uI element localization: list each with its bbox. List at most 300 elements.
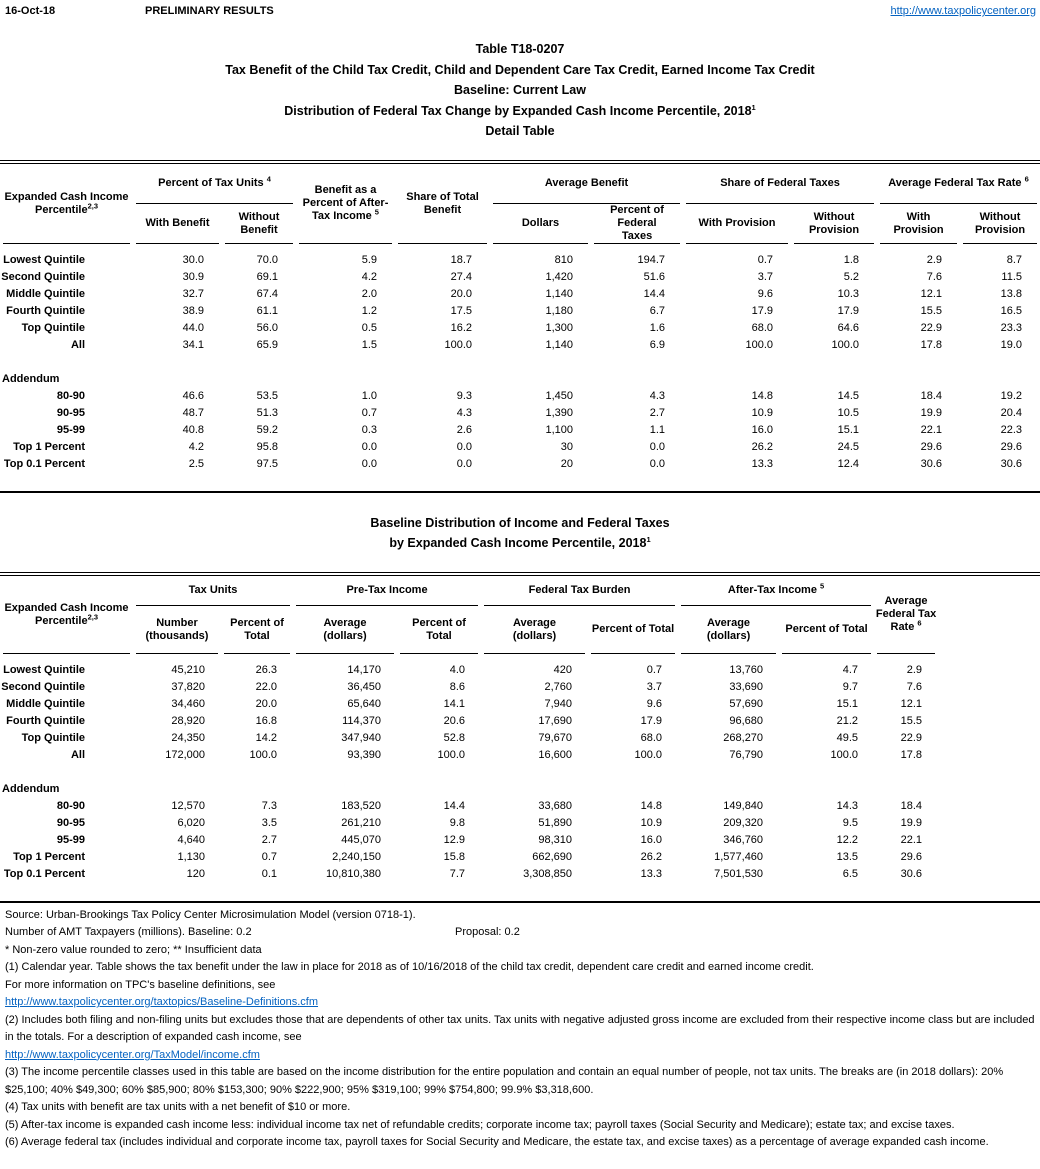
cell-value: 28,920 (171, 714, 205, 727)
cell-value: 1,140 (545, 338, 573, 351)
cell-value: 13.5 (836, 850, 859, 863)
cell-value: 22.9 (900, 731, 923, 744)
col-header-number-thousands: Number (thousands) (133, 606, 221, 654)
cell-value: 22.9 (920, 321, 942, 334)
cell-value: 13.3 (751, 457, 773, 470)
cell-value: 10.5 (837, 406, 859, 419)
table-row (0, 244, 1040, 269)
cell-value: 14,170 (347, 663, 382, 676)
baseline-table-title (0, 513, 1040, 554)
cell-value: 67.4 (256, 287, 278, 300)
footnote-line: (4) Tax units with benefit are tax units with a net benefit of $10 or more. (5, 1101, 351, 1113)
table-row (0, 439, 1040, 456)
cell-value: 3,308,850 (523, 867, 573, 880)
cell-value: 0.1 (261, 867, 278, 880)
cell-value: 8.6 (449, 680, 466, 693)
col-header-benefit-percent-after-tax-income: Benefit as a Percent of After-Tax Income $^5$ (296, 162, 395, 244)
table-title: Tax Benefit of the Child Tax Credit, Child and Dependent Care Tax Credit, Earned Income Tax Credit (225, 62, 815, 77)
cell-value: 100.0 (249, 748, 278, 761)
cell-value: 114,370 (342, 714, 382, 727)
col-header-with-provision-rate: With Provision (877, 204, 960, 244)
cell-value: 194.7 (637, 253, 665, 266)
table-row (0, 730, 1040, 747)
cell-value: 59.2 (256, 423, 278, 436)
row-label: 95-99 (56, 423, 85, 436)
col-header-percent-of-federal-taxes: Percent of Federal Taxes (591, 204, 683, 244)
cell-value: 4.0 (449, 663, 466, 676)
row-label: All (70, 338, 85, 351)
cell-value: 15.8 (443, 850, 466, 863)
row-label: 95-99 (56, 833, 85, 846)
table-row (0, 303, 1040, 320)
section-label: Addendum (2, 782, 60, 795)
cell-value: 4.2 (361, 270, 377, 283)
cell-value: 1,130 (177, 850, 205, 863)
filler-cell (938, 849, 1040, 866)
col-header-percent-of-total-4: Percent of Total (779, 606, 874, 654)
cell-value: 12.9 (443, 833, 466, 846)
table-row (0, 405, 1040, 422)
col-header-average-dollars-3: Average (dollars) (678, 606, 779, 654)
cell-value: 16,600 (538, 748, 573, 761)
cell-value: 10.9 (640, 816, 663, 829)
cell-value: 0.0 (456, 440, 472, 453)
cell-value: 52.8 (443, 731, 466, 744)
cell-value: 26.3 (255, 663, 278, 676)
cell-value: 51.3 (256, 406, 278, 419)
cell-value: 5.9 (361, 253, 377, 266)
cell-value: 9.6 (646, 697, 663, 710)
row-label: 80-90 (56, 799, 85, 812)
detail-table-label: Detail Table (485, 124, 555, 138)
title-block (0, 39, 1040, 142)
col-header-with-provision: With Provision (683, 204, 791, 244)
taxpolicycenter-link[interactable]: http://www.taxpolicycenter.org (890, 5, 1036, 17)
cell-value: 1,390 (545, 406, 573, 419)
cell-value: 26.2 (751, 440, 773, 453)
cell-value: 346,760 (723, 833, 764, 846)
cell-value: 1.5 (361, 338, 377, 351)
cell-value: 34,460 (171, 697, 205, 710)
cell-value: 4.3 (649, 389, 665, 402)
cell-value: 64.6 (837, 321, 859, 334)
cell-value: 4.3 (456, 406, 472, 419)
cell-value: 2,240,150 (332, 850, 382, 863)
filler-cell (938, 696, 1040, 713)
cell-value: 17.5 (450, 304, 472, 317)
cell-value: 3.7 (646, 680, 663, 693)
cell-value: 45,210 (171, 663, 205, 676)
footnote-line: Source: Urban-Brookings Tax Policy Center Microsimulation Model (version 0718-1). (5, 908, 416, 921)
footnote-ref: 1 (646, 534, 651, 544)
row-label: Second Quintile (1, 680, 85, 693)
amt-proposal-value: Proposal: 0.2 (455, 926, 520, 938)
row-label: Top Quintile (21, 731, 85, 744)
row-label: Fourth Quintile (6, 714, 85, 727)
table-row (0, 654, 1040, 679)
col-header-income-percentile: Expanded Cash Income Percentile$^{2,3}$ (0, 574, 133, 654)
cell-value: 1.1 (649, 423, 665, 436)
footnote-line (5, 1047, 1035, 1065)
cell-value: 16.2 (450, 321, 472, 334)
col-header-average-dollars-1: Average (dollars) (293, 606, 397, 654)
cell-value: 14.8 (751, 389, 773, 402)
cell-value: 97.5 (256, 457, 278, 470)
cell-value: 100.0 (634, 748, 663, 761)
cell-value: 12,570 (171, 799, 205, 812)
cell-value: 17.9 (640, 714, 663, 727)
cell-value: 12.2 (836, 833, 859, 846)
filler-cell (938, 679, 1040, 696)
cell-value: 20 (560, 457, 573, 470)
table-row (0, 866, 1040, 902)
cell-value: 18.7 (450, 253, 472, 266)
footnote-link[interactable]: http://www.taxpolicycenter.org/TaxModel/income.cfm (5, 1048, 260, 1061)
footnote-line: (2) Includes both filing and non-filing units but excludes those that are dependents of other tax units. Tax units with negative adjusted gross income are excluded from their respective income class but are included in the totals. For a description of expanded cash income, see (5, 1013, 1035, 1043)
cell-value: 29.6 (920, 440, 942, 453)
cell-value: 30 (560, 440, 573, 453)
cell-value: 30.6 (900, 867, 923, 880)
cell-value: 30.6 (1000, 457, 1022, 470)
baseline-line: Baseline: Current Law (454, 83, 586, 97)
cell-value: 14.1 (443, 697, 466, 710)
cell-value: 32.7 (182, 287, 204, 300)
cell-value: 120 (186, 867, 205, 880)
cell-value: 53.5 (256, 389, 278, 402)
filler-cell (938, 713, 1040, 730)
cell-value: 30.0 (182, 253, 204, 266)
cell-value: 8.7 (1006, 253, 1022, 266)
cell-value: 65,640 (347, 697, 382, 710)
cell-value: 0.5 (361, 321, 377, 334)
cell-value: 37,820 (171, 680, 205, 693)
row-label: Lowest Quintile (3, 253, 85, 266)
cell-value: 93,390 (347, 748, 382, 761)
footnote-ref: 1 (751, 102, 756, 112)
table-row (0, 320, 1040, 337)
row-label: 90-95 (56, 406, 85, 419)
cell-value: 15.5 (900, 714, 923, 727)
footnote-line: (5) After-tax income is expanded cash income less: individual income tax net of refundable credits; corporate income tax; payroll taxes (Social Security and Medicare); estate tax; and excise taxes. (5, 1118, 955, 1131)
cell-value: 5.2 (843, 270, 859, 283)
cell-value: 70.0 (256, 253, 278, 266)
cell-value: 9.8 (449, 816, 466, 829)
cell-value: 20.4 (1000, 406, 1022, 419)
cell-value: 9.3 (456, 389, 472, 402)
cell-value: 22.1 (920, 423, 942, 436)
table-row (0, 456, 1040, 492)
cell-value: 662,690 (532, 850, 573, 863)
cell-value: 16.8 (255, 714, 278, 727)
footnote-line: (3) The income percentile classes used in this table are based on the income distribution for the entire population and contain an equal number of people, not tax units. The breaks are (in 2018 dollars): 20% $25,100; 40% $49,300; 60% $85,900; 80% $153,300; 90% $222,900; 95% $319,100; 99% $754,800; 99.9% $3,318,600. (5, 1066, 1004, 1096)
col-header-without-provision-rate: Without Provision (960, 204, 1040, 244)
col-header-without-benefit: Without Benefit (222, 204, 296, 244)
cell-value: 33,680 (538, 799, 573, 812)
row-label: All (70, 748, 85, 761)
cell-value: 1.0 (361, 389, 377, 402)
cell-value: 6.9 (649, 338, 665, 351)
cell-value: 13,760 (729, 663, 764, 676)
cell-value: 0.7 (757, 253, 773, 266)
table-row (0, 696, 1040, 713)
table-row (0, 832, 1040, 849)
row-label: Middle Quintile (6, 697, 85, 710)
cell-value: 14.5 (837, 389, 859, 402)
cell-value: 347,940 (341, 731, 382, 744)
col-header-with-benefit: With Benefit (133, 204, 222, 244)
cell-value: 14.4 (443, 799, 466, 812)
cell-value: 15.1 (837, 423, 859, 436)
cell-value: 183,520 (341, 799, 382, 812)
cell-value: 0.7 (646, 663, 663, 676)
col-header-dollars: Dollars (490, 204, 591, 244)
cell-value: 48.7 (182, 406, 204, 419)
baseline-title-line1: Baseline Distribution of Income and Federal Taxes (370, 515, 670, 530)
cell-value: 172,000 (165, 748, 205, 761)
preliminary-results-label: PRELIMINARY RESULTS (145, 5, 274, 17)
cell-value: 17.9 (751, 304, 773, 317)
cell-value: 38.9 (182, 304, 204, 317)
cell-value: 21.2 (836, 714, 859, 727)
cell-value: 100.0 (444, 338, 472, 351)
group-header-percent-of-tax-units: Percent of Tax Units $^4$ (133, 162, 296, 204)
row-label: Top Quintile (21, 321, 85, 334)
cell-value: 1,140 (545, 287, 573, 300)
col-header-percent-of-total-3: Percent of Total (588, 606, 678, 654)
spacer-row (0, 764, 1040, 781)
footnote-line (5, 994, 1035, 1012)
cell-value: 2.5 (188, 457, 204, 470)
cell-value: 2,760 (544, 680, 573, 693)
table-row (0, 269, 1040, 286)
cell-value: 33,690 (729, 680, 764, 693)
cell-value: 445,070 (341, 833, 382, 846)
group-header-federal-tax-burden: Federal Tax Burden (481, 574, 678, 606)
cell-value: 22.0 (255, 680, 278, 693)
cell-value: 24,350 (171, 731, 205, 744)
cell-value: 810 (554, 253, 573, 266)
amt-baseline-value: Number of AMT Taxpayers (millions). Baseline: 0.2 (5, 926, 252, 938)
cell-value: 14.4 (643, 287, 665, 300)
filler-column-header (938, 574, 1040, 654)
cell-value: 17.8 (920, 338, 942, 351)
cell-value: 12.1 (920, 287, 942, 300)
cell-value: 95.8 (256, 440, 278, 453)
cell-value: 98,310 (538, 833, 573, 846)
cell-value: 209,320 (723, 816, 764, 829)
cell-value: 20.0 (255, 697, 278, 710)
filler-cell (938, 798, 1040, 815)
filler-cell (938, 866, 1040, 902)
cell-value: 36,450 (347, 680, 382, 693)
cell-value: 12.1 (900, 697, 923, 710)
cell-value: 2.9 (906, 663, 923, 676)
cell-value: 6.5 (842, 867, 859, 880)
col-header-percent-of-total-1: Percent of Total (221, 606, 293, 654)
cell-value: 100.0 (745, 338, 773, 351)
cell-value: 57,690 (729, 697, 764, 710)
cell-value: 2.9 (926, 253, 942, 266)
report-date: 16-Oct-18 (5, 5, 56, 17)
cell-value: 51.6 (643, 270, 665, 283)
cell-value: 22.1 (900, 833, 923, 846)
cell-value: 420 (553, 663, 573, 676)
cell-value: 49.5 (836, 731, 859, 744)
group-header-after-tax-income: After-Tax Income $^5$ (678, 574, 874, 606)
filler-cell (938, 832, 1040, 849)
cell-value: 34.1 (182, 338, 204, 351)
cell-value: 19.2 (1000, 389, 1022, 402)
cell-value: 0.0 (361, 457, 377, 470)
row-label: Top 0.1 Percent (3, 457, 85, 470)
cell-value: 0.7 (361, 406, 377, 419)
col-header-average-federal-tax-rate: Average Federal Tax Rate $^6$ (874, 574, 938, 654)
cell-value: 56.0 (256, 321, 278, 334)
cell-value: 149,840 (723, 799, 764, 812)
footnotes-section (0, 903, 1040, 1162)
filler-cell (938, 654, 1040, 679)
table-number: Table T18-0207 (475, 42, 565, 56)
footnote-line: (1) Calendar year. Table shows the tax benefit under the law in place for 2018 as of 10/16/2018 of the child tax credit, dependent care credit and earned income credit. (5, 961, 814, 973)
cell-value: 14.8 (640, 799, 663, 812)
cell-value: 26.2 (640, 850, 663, 863)
amt-taxpayers-line (5, 924, 1035, 942)
cell-value: 10.3 (837, 287, 859, 300)
cell-value: 16.0 (640, 833, 663, 846)
cell-value: 261,210 (341, 816, 382, 829)
row-label: Second Quintile (1, 270, 85, 283)
cell-value: 4.7 (842, 663, 859, 676)
row-label: Top 1 Percent (13, 440, 85, 453)
cell-value: 29.6 (1000, 440, 1022, 453)
cell-value: 16.5 (1000, 304, 1022, 317)
cell-value: 2.0 (361, 287, 377, 300)
cell-value: 4,640 (177, 833, 205, 846)
footnote-link[interactable]: http://www.taxpolicycenter.org/taxtopics/Baseline-Definitions.cfm (5, 996, 319, 1008)
cell-value: 17.9 (837, 304, 859, 317)
cell-value: 68.0 (640, 731, 663, 744)
baseline-distribution-table (0, 572, 1040, 903)
col-header-income-percentile: Expanded Cash Income Percentile$^{2,3}$ (0, 162, 133, 244)
filler-cell (938, 747, 1040, 764)
baseline-title-line2: by Expanded Cash Income Percentile, 2018$^1$ (389, 534, 651, 550)
footnote-line: * Non-zero value rounded to zero; ** Insufficient data (5, 943, 262, 956)
cell-value: 1.2 (361, 304, 377, 317)
cell-value: 20.6 (443, 714, 466, 727)
cell-value: 22.3 (1000, 423, 1022, 436)
cell-value: 69.1 (256, 270, 278, 283)
cell-value: 27.4 (450, 270, 472, 283)
section-row (0, 781, 1040, 798)
cell-value: 2.7 (261, 833, 278, 846)
table-row (0, 422, 1040, 439)
cell-value: 19.9 (900, 816, 923, 829)
cell-value: 0.0 (649, 457, 665, 470)
group-header-share-of-federal-taxes: Share of Federal Taxes (683, 162, 877, 204)
cell-value: 7,940 (544, 697, 573, 710)
cell-value: 13.3 (640, 867, 663, 880)
cell-value: 10,810,380 (325, 867, 382, 880)
cell-value: 11.5 (1001, 270, 1022, 283)
cell-value: 30.9 (182, 270, 204, 283)
filler-cell (938, 730, 1040, 747)
cell-value: 12.4 (837, 457, 859, 470)
table-row (0, 747, 1040, 764)
cell-value: 17,690 (538, 714, 573, 727)
cell-value: 19.0 (1000, 338, 1022, 351)
row-label: 80-90 (56, 389, 85, 402)
cell-value: 20.0 (450, 287, 472, 300)
filler-cell (938, 815, 1040, 832)
cell-value: 13.8 (1000, 287, 1022, 300)
cell-value: 1,100 (545, 423, 573, 436)
col-header-without-provision: Without Provision (791, 204, 877, 244)
cell-value: 4.2 (188, 440, 204, 453)
cell-value: 9.7 (842, 680, 859, 693)
cell-value: 100.0 (830, 748, 859, 761)
cell-value: 46.6 (182, 389, 204, 402)
distribution-line: Distribution of Federal Tax Change by Expanded Cash Income Percentile, 2018$^1$ (284, 102, 756, 118)
cell-value: 61.1 (256, 304, 278, 317)
table-row (0, 849, 1040, 866)
col-header-percent-of-total-2: Percent of Total (397, 606, 481, 654)
top-bar (0, 0, 1040, 17)
cell-value: 51,890 (538, 816, 573, 829)
cell-value: 68.0 (751, 321, 773, 334)
cell-value: 29.6 (900, 850, 923, 863)
table-row (0, 679, 1040, 696)
cell-value: 17.8 (900, 748, 923, 761)
row-label: Top 0.1 Percent (3, 867, 85, 880)
cell-value: 1,420 (545, 270, 573, 283)
cell-value: 18.4 (920, 389, 942, 402)
table-row (0, 713, 1040, 730)
cell-value: 18.4 (900, 799, 923, 812)
cell-value: 2.6 (456, 423, 472, 436)
table-row (0, 286, 1040, 303)
row-label: Top 1 Percent (13, 850, 85, 863)
cell-value: 7.3 (261, 799, 278, 812)
cell-value: 3.5 (261, 816, 278, 829)
cell-value: 0.0 (649, 440, 665, 453)
cell-value: 23.3 (1000, 321, 1022, 334)
cell-value: 24.5 (837, 440, 859, 453)
spacer-cell (0, 354, 1040, 371)
row-label: Lowest Quintile (3, 663, 85, 676)
cell-value: 1,300 (545, 321, 573, 334)
cell-value: 76,790 (729, 748, 764, 761)
cell-value: 15.5 (920, 304, 942, 317)
col-header-share-of-total-benefit: Share of Total Benefit (395, 162, 490, 244)
cell-value: 9.5 (842, 816, 859, 829)
cell-value: 65.9 (256, 338, 278, 351)
cell-value: 79,670 (538, 731, 573, 744)
cell-value: 6.7 (649, 304, 665, 317)
cell-value: 0.0 (456, 457, 472, 470)
footnote-line: (6) Average federal tax (includes individual and corporate income tax, payroll taxes for Social Security and Medicare, the estate tax, and excise taxes) as a percentage of average expanded cash income. (5, 1136, 989, 1148)
group-header-average-benefit: Average Benefit (490, 162, 683, 204)
table-row (0, 815, 1040, 832)
cell-value: 6,020 (177, 816, 205, 829)
cell-value: 3.7 (757, 270, 773, 283)
section-row (0, 371, 1040, 388)
group-header-pre-tax-income: Pre-Tax Income (293, 574, 481, 606)
cell-value: 268,270 (723, 731, 764, 744)
cell-value: 1,180 (545, 304, 573, 317)
spacer-row (0, 354, 1040, 371)
cell-value: 7.6 (926, 270, 942, 283)
cell-value: 1.6 (649, 321, 665, 334)
